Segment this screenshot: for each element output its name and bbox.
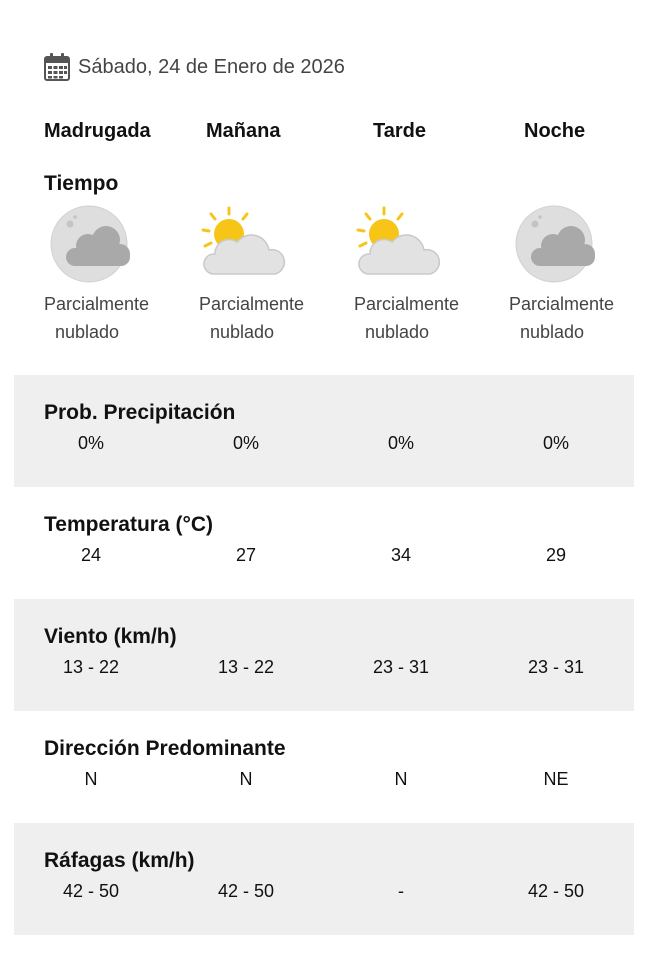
- gusts-row: [14, 823, 634, 935]
- wind-direction-value: N: [394, 769, 408, 789]
- day-partly-cloudy-icon: [354, 204, 444, 284]
- night-partly-cloudy-icon: [44, 204, 134, 284]
- precipitation-title: Prob. Precipitación: [44, 401, 236, 424]
- weather-cell-noche: [509, 204, 649, 346]
- wind-direction-value: NE: [543, 769, 569, 789]
- temperature-row: [14, 487, 634, 599]
- precipitation-row: [14, 375, 634, 487]
- wind-value: 23 - 31: [527, 657, 585, 677]
- precipitation-value: 0%: [542, 433, 569, 453]
- gusts-title: Ráfagas (km/h): [44, 849, 195, 872]
- gusts-value: -: [398, 881, 404, 901]
- wind-value: 23 - 31: [372, 657, 430, 677]
- gusts-value: 42 - 50: [217, 881, 275, 901]
- weather-cell-madrugada: [44, 204, 184, 346]
- precipitation-value: 0%: [232, 433, 259, 453]
- day-partly-cloudy-icon: [199, 204, 289, 284]
- wind-value: 13 - 22: [62, 657, 120, 677]
- temperature-title: Temperatura (°C): [44, 513, 214, 536]
- weather-desc: Parcialmente nublado: [509, 294, 615, 342]
- wind-value: 13 - 22: [217, 657, 275, 677]
- weather-title: Tiempo: [44, 172, 119, 195]
- weather-cell-tarde: [354, 204, 494, 346]
- period-headers: [14, 114, 634, 148]
- period-header-noche: Noche: [524, 120, 586, 142]
- temperature-value: 29: [545, 545, 567, 565]
- temperature-value: 34: [390, 545, 412, 565]
- period-header-madrugada: Madrugada: [44, 120, 151, 142]
- period-header-manana: Mañana: [206, 120, 281, 142]
- weather-desc: Parcialmente nublado: [44, 294, 150, 342]
- calendar-icon: [44, 53, 70, 81]
- gusts-value: 42 - 50: [62, 881, 120, 901]
- weather-cell-manana: [199, 204, 339, 346]
- precipitation-value: 0%: [387, 433, 414, 453]
- date-row: [44, 50, 345, 84]
- temperature-value: 24: [80, 545, 102, 565]
- wind-title: Viento (km/h): [44, 625, 177, 648]
- temperature-value: 27: [235, 545, 257, 565]
- weather-desc: Parcialmente nublado: [354, 294, 460, 342]
- weather-desc: Parcialmente nublado: [199, 294, 305, 342]
- night-partly-cloudy-icon: [509, 204, 599, 284]
- wind-row: [14, 599, 634, 711]
- wind-direction-value: N: [239, 769, 253, 789]
- period-header-tarde: Tarde: [373, 120, 426, 142]
- precipitation-value: 0%: [77, 433, 104, 453]
- wind-direction-title: Dirección Predominante: [44, 737, 286, 760]
- date-text: Sábado, 24 de Enero de 2026: [78, 55, 345, 78]
- gusts-value: 42 - 50: [527, 881, 585, 901]
- wind-direction-value: N: [84, 769, 98, 789]
- wind-direction-row: [14, 711, 634, 823]
